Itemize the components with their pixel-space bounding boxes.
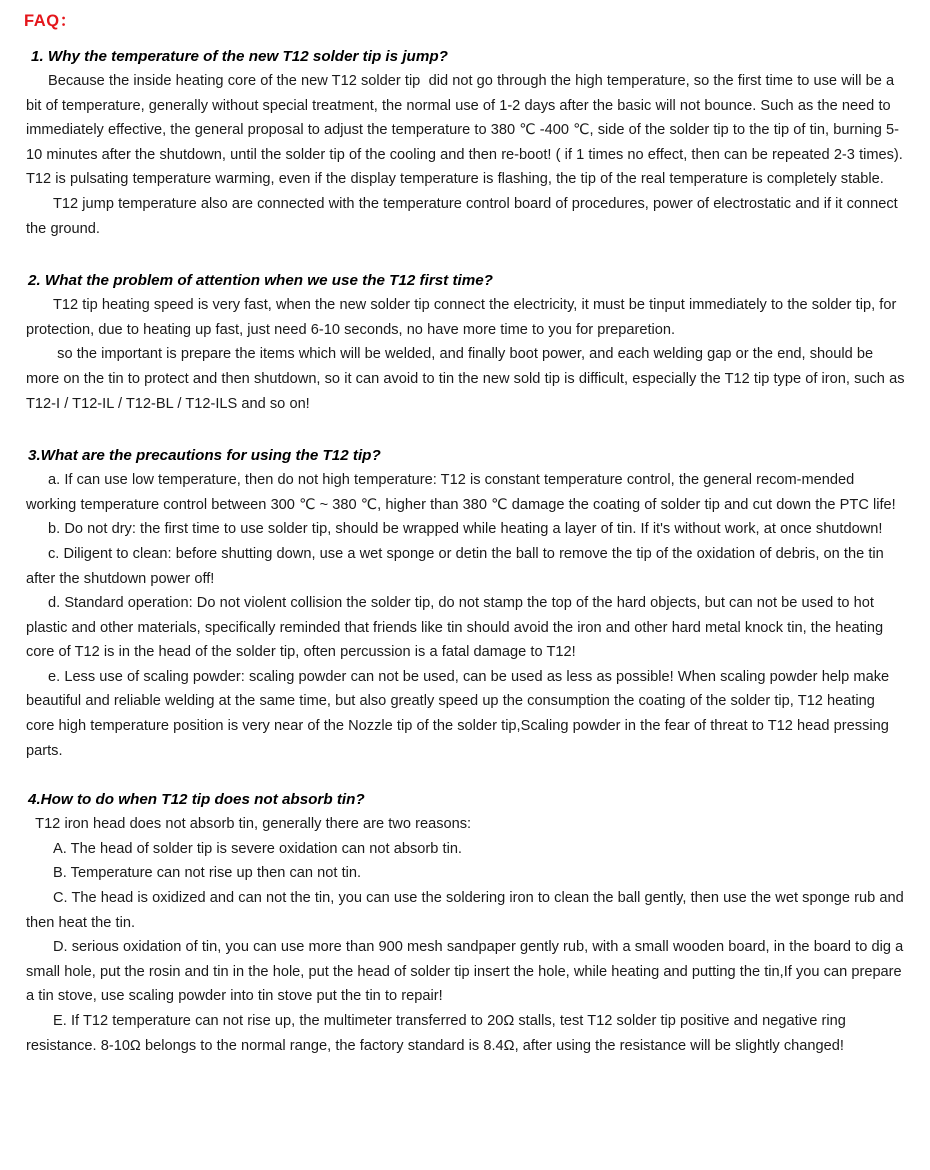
faq-question-heading-1: 1. Why the temperature of the new T12 solder tip is jump? <box>31 48 448 65</box>
faq-content <box>0 44 930 1058</box>
faq-answer-item-4d: D. serious oxidation of tin, you can use more than 900 mesh sandpaper gently rub, with a small wooden board, in the board to dig a small hole, put the rosin and tin in the hole, put the head of solder tip insert the hole, while heating and putting the tin,If you can prepare a tin stove, use scaling powder into tin stove put the tin to repair! <box>26 939 908 1005</box>
faq-answer-item-3d: d. Standard operation: Do not violent collision the solder tip, do not stamp the top of the hard objects, but can not be used to hot plastic and other materials, specifically reminded that friends like tin should avoid the iron and other hard metal knock tin, the heating core of T12 is in the head of the solder tip, often percussion is a fatal damage to T12! <box>26 595 888 661</box>
faq-section-q3 <box>0 443 930 763</box>
faq-answer-item-3e: e. Less use of scaling powder: scaling powder can not be used, can be used as less as possible! When scaling powder help make beautiful and reliable welding at the same time, but also greatly speed up the consumption the coating of the solder tip, T12 heating core high temperature position is very near of the Nozzle tip of the solder tip,Scaling powder in the fear of threat to T12 head pressing parts. <box>26 668 894 759</box>
faq-answer-item-3b: b. Do not dry: the first time to use solder tip, should be wrapped while heating a layer of tin. If it's without work, at once shutdown! <box>48 521 883 538</box>
faq-answer-item-4c: C. The head is oxidized and can not the tin, you can use the soldering iron to clean the ball gently, then use the wet sponge rub and then heat the tin. <box>26 890 908 931</box>
faq-question-heading-3: 3.What are the precautions for using the T12 tip? <box>28 447 381 465</box>
faq-section-q2 <box>0 268 930 416</box>
faq-answer-paragraph-2b: so the important is prepare the items which will be welded, and finally boot power, and each welding gap or the end, should be more on the tin to protect and then shutdown, so it can avoid to tin the new sold tip is difficult, especially the T12 tip type of iron, such as T12-I / T12-IL / T12-BL / T12-ILS and so on! <box>26 346 909 412</box>
faq-answer-item-4b: B. Temperature can not rise up then can not tin. <box>53 865 362 882</box>
faq-answer-item-3c: c. Diligent to clean: before shutting down, use a wet sponge or detin the ball to remove the tip of the oxidation of debris, on the tin after the shutdown power off! <box>26 545 888 587</box>
faq-question-heading-2: 2. What the problem of attention when we use the T12 first time? <box>28 272 493 290</box>
faq-question-heading-4: 4.How to do when T12 tip does not absorb tin? <box>28 791 365 809</box>
faq-answer-item-4e: E. If T12 temperature can not rise up, the multimeter transferred to 20Ω stalls, test T12 solder tip positive and negative ring resistance. 8-10Ω belongs to the normal range, the factory standard is 8.4Ω, after using the resistance will be slightly changed! <box>26 1013 850 1054</box>
faq-section-q4 <box>0 787 930 1058</box>
faq-answer-paragraph-1a: Because the inside heating core of the new T12 solder tip did not go through the high temperature, so the first time to use will be a bit of temperature, generally without special treatment, the normal use of 1-2 days after the basic will not bounce. Such as the need to immediately effective, the general proposal to adjust the temperature to 380 ℃ -400 ℃, side of the solder tip to the tip of tin, burning 5-10 minutes after the shutdown, until the solder tip of the cooling and then re-boot! ( if 1 times no effect, then can be repeated 2-3 times). T12 is pulsating temperature warming, even if the display temperature is flashing, the tip of the real temperature is completely stable. <box>26 73 907 188</box>
faq-answer-item-4a: A. The head of solder tip is severe oxidation can not absorb tin. <box>53 840 462 857</box>
page-title: FAQ： <box>24 12 77 30</box>
faq-section-q1 <box>0 44 930 241</box>
faq-answer-paragraph-1b: T12 jump temperature also are connected with the temperature control board of procedures, power of electrostatic and if it connect the ground. <box>26 195 902 237</box>
faq-answer-paragraph-2a: T12 tip heating speed is very fast, when the new solder tip connect the electricity, it must be tinput immediately to the solder tip, for protection, due to heating up fast, just need 6-10 seconds, no have more time to you for preparetion. <box>26 297 901 338</box>
section-spacer <box>0 416 930 443</box>
faq-answer-intro-4: T12 iron head does not absorb tin, generally there are two reasons: <box>31 816 472 833</box>
faq-answer-item-3a: a. If can use low temperature, then do not high temperature: T12 is constant temperature control, the general recom-mended working temperature control between 300 ℃ ~ 380 ℃, higher than 380 ℃ damage the coating of solder tip and cut down the PTC life! <box>26 472 896 513</box>
section-spacer <box>0 763 930 787</box>
section-spacer <box>0 241 930 268</box>
